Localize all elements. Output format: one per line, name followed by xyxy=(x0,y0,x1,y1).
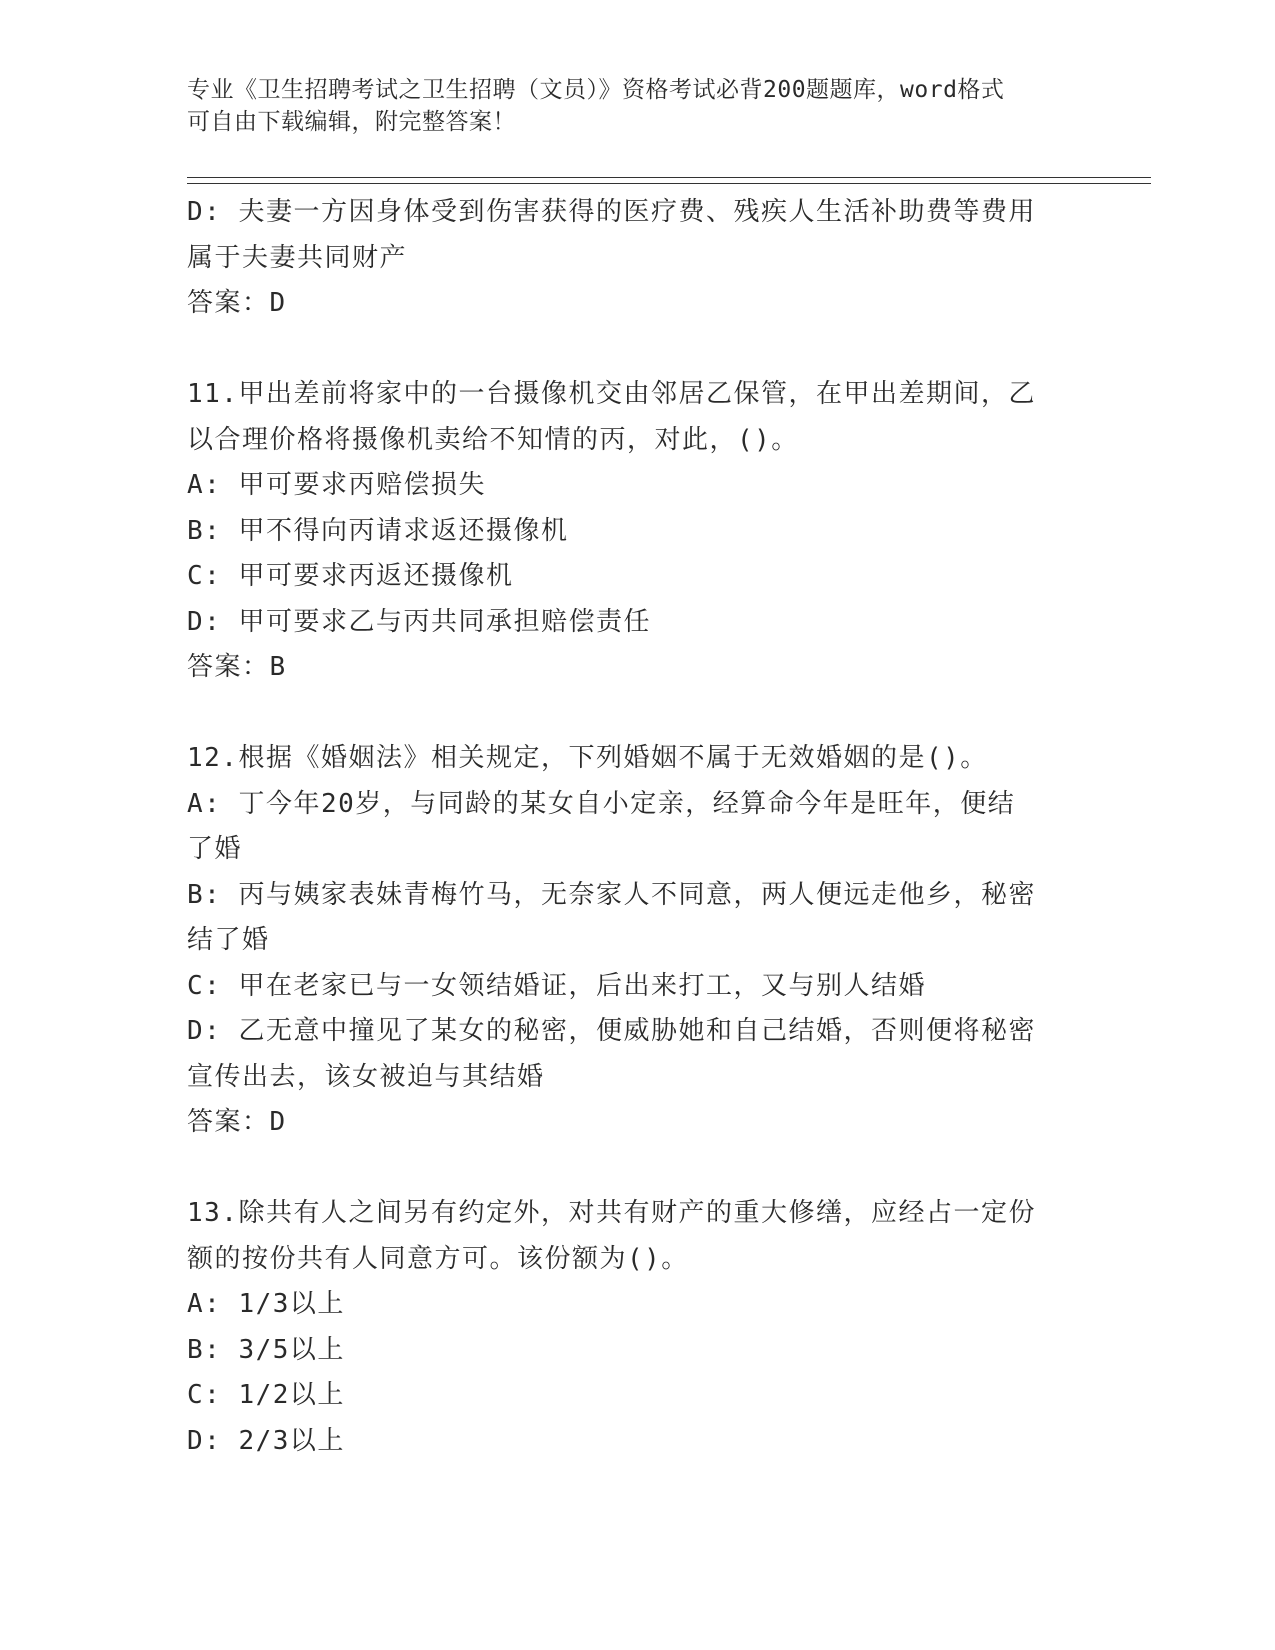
question-stem-continued: 额的按份共有人同意方可。该份额为()。 xyxy=(187,1243,689,1274)
question-13 xyxy=(187,1191,1067,1464)
option-a-continued: 了婚 xyxy=(187,834,243,864)
question-stem: 11.甲出差前将家中的一台摄像机交由邻居乙保管，在甲出差期间，乙 xyxy=(187,379,1036,409)
answer: 答案：B xyxy=(187,652,287,682)
option-b: B: 丙与姨家表妹青梅竹马，无奈家人不同意，两人便远走他乡，秘密 xyxy=(187,879,1036,910)
spacer xyxy=(187,691,1067,737)
question-stem: 13.除共有人之间另有约定外，对共有财产的重大修缮，应经占一定份 xyxy=(187,1198,1036,1228)
option-a: A: 1/3以上 xyxy=(187,1289,345,1319)
option-d-continued: 宣传出去，该女被迫与其结婚 xyxy=(187,1061,545,1092)
option-b: B: 3/5以上 xyxy=(187,1334,345,1365)
header-rule-top xyxy=(187,177,1151,178)
question-10 xyxy=(187,190,1067,327)
header-rule-bottom xyxy=(187,183,1151,184)
option-d-continued: 属于夫妻共同财产 xyxy=(187,242,408,273)
header-line-1: 专业《卫生招聘考试之卫生招聘（文员）》资格考试必背200题题库，word格式 xyxy=(187,77,1005,103)
answer: 答案：D xyxy=(187,1107,287,1137)
question-list xyxy=(187,190,1067,1464)
option-b: B: 甲不得向丙请求返还摄像机 xyxy=(187,515,569,546)
option-d: D: 甲可要求乙与丙共同承担赔偿责任 xyxy=(187,606,651,637)
option-b-continued: 结了婚 xyxy=(187,925,270,955)
question-11 xyxy=(187,372,1067,691)
option-c: C: 1/2以上 xyxy=(187,1380,345,1410)
question-stem-continued: 以合理价格将摄像机卖给不知情的丙，对此，()。 xyxy=(187,424,799,455)
option-d: D: 2/3以上 xyxy=(187,1425,345,1456)
document-header xyxy=(187,74,1067,138)
spacer xyxy=(187,1146,1067,1192)
answer: 答案：D xyxy=(187,288,287,318)
question-stem: 12.根据《婚姻法》相关规定，下列婚姻不属于无效婚姻的是()。 xyxy=(187,743,988,773)
question-12 xyxy=(187,736,1067,1146)
option-c: C: 甲可要求丙返还摄像机 xyxy=(187,561,514,591)
option-d: D: 乙无意中撞见了某女的秘密，便威胁她和自己结婚，否则便将秘密 xyxy=(187,1016,1036,1046)
option-d: D: 夫妻一方因身体受到伤害获得的医疗费、残疾人生活补助费等费用 xyxy=(187,197,1036,227)
option-a: A: 甲可要求丙赔偿损失 xyxy=(187,470,486,500)
option-a: A: 丁今年20岁，与同龄的某女自小定亲，经算命今年是旺年，便结 xyxy=(187,788,1016,819)
spacer xyxy=(187,327,1067,373)
option-c: C: 甲在老家已与一女领结婚证，后出来打工，又与别人结婚 xyxy=(187,970,926,1001)
header-line-2: 可自由下载编辑，附完整答案！ xyxy=(187,109,516,135)
